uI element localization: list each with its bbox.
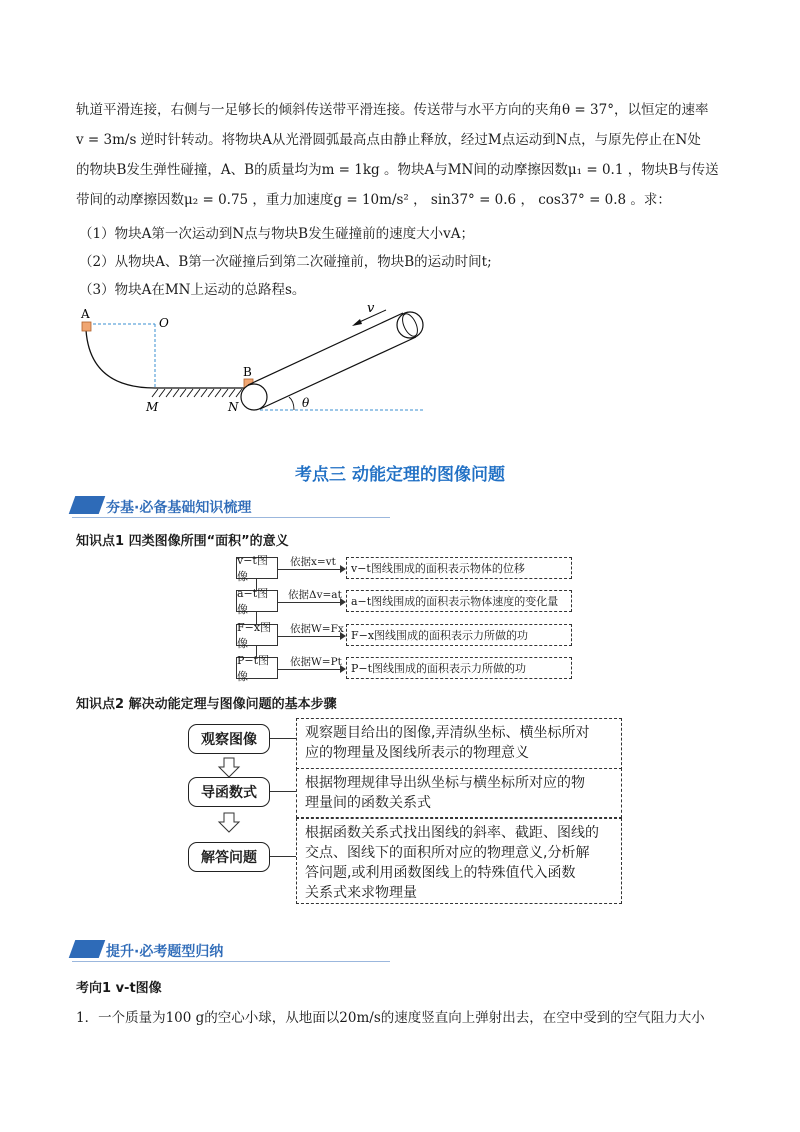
kp2-heading: 知识点2 解决动能定理与图像问题的基本步骤	[76, 697, 337, 712]
problem-line-4: 带间的动摩擦因数μ₂ = 0.75 ，重力加速度g = 10m/s² ， sin37° = 0.6 ， cos37° = 0.8 。求：	[76, 192, 671, 208]
kp1-heading: 知识点1 四类图像所围“面积”的意义	[76, 534, 289, 549]
label-o: O	[159, 316, 169, 330]
label-a: A	[81, 307, 90, 321]
problem-line-2: v = 3m/s 逆时针转动。将物块A从光滑圆弧最高点由静止释放，经过M点运动到N点，与原先停止在N处	[76, 132, 701, 148]
physics-figure	[70, 300, 430, 420]
basis-at: 依据Δv=at	[288, 589, 342, 601]
basis-vt: 依据x=vt	[290, 556, 336, 568]
question-2: （2）从物块A、B第一次碰撞后到第二次碰撞前，物块B的运动时间t;	[79, 254, 492, 270]
step-solve-desc: 根据函数关系式找出图线的斜率、截距、图线的 交点、图线下的面积所对应的物理意义,分析解 答问题,或利用函数图线上的特殊值代入函数 关系式来求物理量	[296, 818, 622, 904]
banner-advance-label: 提升·必考题型归纳	[106, 944, 224, 960]
label-v: v	[367, 301, 375, 316]
banner-basic-label: 夯基·必备基础知识梳理	[106, 500, 252, 516]
label-b: B	[243, 365, 252, 379]
kp1-diagram	[236, 553, 572, 683]
question-1: （1）物块A第一次运动到N点与物块B发生碰撞前的速度大小vA；	[79, 226, 474, 242]
basis-pt: 依据W=Pt	[290, 656, 342, 668]
label-n: N	[228, 400, 239, 414]
graph-box-fx: F−x图像	[236, 624, 278, 646]
banner-basic	[72, 496, 390, 520]
label-theta: θ	[302, 396, 310, 410]
step-observe-desc: 观察题目给出的图像,弄清纵坐标、横坐标所对 应的物理量及图线所表示的物理意义	[296, 718, 622, 770]
step-solve: 解答问题	[188, 842, 270, 872]
connector-2	[270, 791, 296, 792]
k1-heading: 考向1 v-t图像	[76, 981, 162, 996]
block-a	[82, 322, 91, 331]
problem-line-3: 的物块B发生弹性碰撞，A、B的质量均为m = 1kg 。物块A与MN间的动摩擦因数μ₁ = 0.1 ，物块B与传送	[76, 162, 719, 178]
connector-3	[270, 856, 296, 857]
graph-box-pt: P−t图像	[236, 657, 278, 679]
meaning-fx: F−x图线围成的面积表示力所做的功	[346, 624, 572, 646]
basis-fx: 依据W=Fx	[290, 623, 344, 635]
meaning-pt: P−t图线围成的面积表示力所做的功	[346, 657, 572, 679]
k1-question: 1．一个质量为100 g的空心小球，从地面以20m/s的速度竖直向上弹射出去，在空中受到的空气阻力大小	[76, 1010, 705, 1026]
down-arrow-icon	[217, 757, 241, 779]
question-3: （3）物块A在MN上运动的总路程s。	[79, 282, 306, 298]
graph-box-at: a−t图像	[236, 590, 278, 612]
step-derive-desc: 根据物理规律导出纵坐标与横坐标所对应的物 理量间的函数关系式	[296, 768, 622, 818]
connector-1	[270, 738, 296, 739]
banner-advance	[72, 940, 390, 964]
problem-line-1: 轨道平滑连接，右侧与一足够长的倾斜传送带平滑连接。传送带与水平方向的夹角θ = 37°，以恒定的速率	[76, 102, 709, 118]
label-m: M	[146, 400, 159, 414]
meaning-at: a−t图线围成的面积表示物体速度的变化量	[346, 590, 572, 612]
step-observe: 观察图像	[188, 724, 270, 754]
meaning-vt: v−t图线围成的面积表示物体的位移	[346, 557, 572, 579]
graph-box-vt: v−t图像	[236, 557, 278, 579]
step-derive: 导函数式	[188, 777, 270, 807]
down-arrow-icon	[217, 812, 241, 834]
section-title: 考点三 动能定理的图像问题	[295, 465, 505, 485]
